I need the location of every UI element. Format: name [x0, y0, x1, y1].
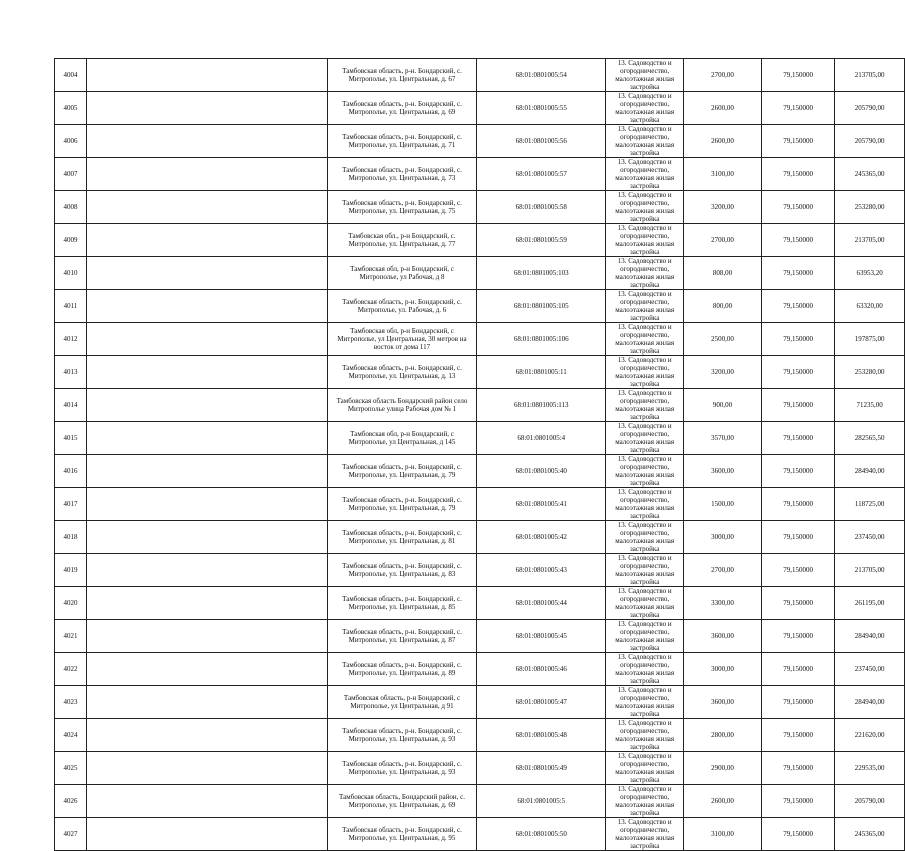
cell-address: Тамбовская область, р-н. Бондарский, с. Митрополье, ул. Центральная, д. 73	[327, 158, 476, 191]
cell-area: 3570,00	[684, 422, 762, 455]
cell-cadastral-number: 68:01:0801005:56	[477, 125, 606, 158]
cell-cadastral-number: 68:01:0801005:45	[477, 620, 606, 653]
cell-row-number: 4027	[55, 818, 87, 851]
cell-specific-value: 79,150000	[762, 455, 835, 488]
cell-area: 3200,00	[684, 191, 762, 224]
cell-specific-value: 79,150000	[762, 59, 835, 92]
table-row	[55, 125, 905, 158]
table-row	[55, 356, 905, 389]
cell-specific-value: 79,150000	[762, 125, 835, 158]
table-row	[55, 554, 905, 587]
cell-cadastral-number: 68:01:0801005:50	[477, 818, 606, 851]
cell-land-use: 13. Садоводство и огородничество, малоэтажная жилая застройка	[606, 455, 684, 488]
cell-land-use: 13. Садоводство и огородничество, малоэтажная жилая застройка	[606, 818, 684, 851]
cell-gap	[86, 521, 327, 554]
table-row	[55, 488, 905, 521]
table-row	[55, 653, 905, 686]
cell-cadastral-number: 68:01:0801005:42	[477, 521, 606, 554]
table-row	[55, 521, 905, 554]
cell-address: Тамбовская область Бондарский район село Митрополье улица Рабочая дом № 1	[327, 389, 476, 422]
cell-address: Тамбовская область, р-н. Бондарский, с. Митрополье, ул. Центральная, д. 79	[327, 488, 476, 521]
cell-gap	[86, 92, 327, 125]
cell-area: 2700,00	[684, 59, 762, 92]
cell-address: Тамбовская область, Бондарский район, с. Митрополье, ул. Центральная, д. 69	[327, 785, 476, 818]
cell-address: Тамбовская область, р-н. Бондарский, с. Митрополье, ул. Центральная, д. 13	[327, 356, 476, 389]
cell-area: 2600,00	[684, 92, 762, 125]
cell-gap	[86, 125, 327, 158]
table-row	[55, 290, 905, 323]
cell-row-number: 4006	[55, 125, 87, 158]
cell-row-number: 4015	[55, 422, 87, 455]
cell-area: 3100,00	[684, 818, 762, 851]
cell-cadastral-number: 68:01:0801005:4	[477, 422, 606, 455]
cell-cadastral-number: 68:01:0801005:54	[477, 59, 606, 92]
cell-specific-value: 79,150000	[762, 323, 835, 356]
cell-address: Тамбовская область, р-н Бондарский, с Митрополье, ул Центральная, д 91	[327, 686, 476, 719]
cell-address: Тамбовская область, р-н. Бондарский, с. Митрополье, ул. Рабочая, д. 6	[327, 290, 476, 323]
cell-address: Тамбовская область, р-н. Бондарский, с. Митрополье, ул. Центральная, д. 75	[327, 191, 476, 224]
cell-cadastral-number: 68:01:0801005:46	[477, 653, 606, 686]
cell-row-number: 4014	[55, 389, 87, 422]
cell-land-use: 13. Садоводство и огородничество, малоэтажная жилая застройка	[606, 224, 684, 257]
cell-row-number: 4022	[55, 653, 87, 686]
cell-address: Тамбовская область, р-н. Бондарский, с. Митрополье, ул. Центральная, д. 81	[327, 521, 476, 554]
table-row	[55, 323, 905, 356]
table-body	[55, 59, 905, 851]
cell-gap	[86, 818, 327, 851]
cell-specific-value: 79,150000	[762, 92, 835, 125]
cell-land-use: 13. Садоводство и огородничество, малоэтажная жилая застройка	[606, 257, 684, 290]
cell-cadastral-number: 68:01:0801005:40	[477, 455, 606, 488]
cell-land-use: 13. Садоводство и огородничество, малоэтажная жилая застройка	[606, 356, 684, 389]
cell-row-number: 4017	[55, 488, 87, 521]
table-row	[55, 455, 905, 488]
cell-row-number: 4009	[55, 224, 87, 257]
cell-cadastral-value: 284940,00	[835, 686, 905, 719]
cell-cadastral-number: 68:01:0801005:11	[477, 356, 606, 389]
cell-cadastral-value: 245365,00	[835, 818, 905, 851]
cell-area: 3000,00	[684, 653, 762, 686]
cell-gap	[86, 719, 327, 752]
cell-land-use: 13. Садоводство и огородничество, малоэтажная жилая застройка	[606, 686, 684, 719]
cell-gap	[86, 653, 327, 686]
cell-cadastral-number: 68:01:0801005:58	[477, 191, 606, 224]
cell-land-use: 13. Садоводство и огородничество, малоэтажная жилая застройка	[606, 92, 684, 125]
cell-specific-value: 79,150000	[762, 521, 835, 554]
cell-address: Тамбовская обл., р-н Бондарский, с. Митрополье, ул. Центральная, д. 77	[327, 224, 476, 257]
cell-cadastral-value: 213705,00	[835, 59, 905, 92]
cell-row-number: 4013	[55, 356, 87, 389]
cell-land-use: 13. Садоводство и огородничество, малоэтажная жилая застройка	[606, 653, 684, 686]
cell-area: 3300,00	[684, 587, 762, 620]
cell-row-number: 4016	[55, 455, 87, 488]
cell-cadastral-number: 68:01:0801005:41	[477, 488, 606, 521]
table-row	[55, 224, 905, 257]
cell-specific-value: 79,150000	[762, 818, 835, 851]
cell-cadastral-value: 205790,00	[835, 785, 905, 818]
cell-specific-value: 79,150000	[762, 422, 835, 455]
table-row	[55, 191, 905, 224]
cell-row-number: 4021	[55, 620, 87, 653]
cell-cadastral-value: 284940,00	[835, 620, 905, 653]
cell-specific-value: 79,150000	[762, 653, 835, 686]
cell-area: 3000,00	[684, 521, 762, 554]
cell-address: Тамбовская область, р-н. Бондарский, с. Митрополье, ул. Центральная, д. 87	[327, 620, 476, 653]
cell-specific-value: 79,150000	[762, 719, 835, 752]
cell-row-number: 4004	[55, 59, 87, 92]
cell-address: Тамбовская обл, р-н Бондарский, с Митрополье, ул Центральная, 30 метров на восток от дома 117	[327, 323, 476, 356]
cell-cadastral-value: 213705,00	[835, 554, 905, 587]
cell-area: 2700,00	[684, 554, 762, 587]
cell-cadastral-number: 68:01:0801005:106	[477, 323, 606, 356]
cell-land-use: 13. Садоводство и огородничество, малоэтажная жилая застройка	[606, 554, 684, 587]
cell-gap	[86, 554, 327, 587]
table-row	[55, 719, 905, 752]
cell-specific-value: 79,150000	[762, 620, 835, 653]
cell-cadastral-value: 197875,00	[835, 323, 905, 356]
cell-specific-value: 79,150000	[762, 554, 835, 587]
table-row	[55, 752, 905, 785]
cell-area: 3600,00	[684, 620, 762, 653]
table-row	[55, 620, 905, 653]
cell-row-number: 4008	[55, 191, 87, 224]
cell-land-use: 13. Садоводство и огородничество, малоэтажная жилая застройка	[606, 125, 684, 158]
cell-gap	[86, 290, 327, 323]
cell-cadastral-value: 205790,00	[835, 92, 905, 125]
cell-land-use: 13. Садоводство и огородничество, малоэтажная жилая застройка	[606, 191, 684, 224]
cell-gap	[86, 224, 327, 257]
table-row	[55, 686, 905, 719]
cell-cadastral-value: 63320,00	[835, 290, 905, 323]
cell-row-number: 4010	[55, 257, 87, 290]
cell-specific-value: 79,150000	[762, 191, 835, 224]
cell-land-use: 13. Садоводство и огородничество, малоэтажная жилая застройка	[606, 158, 684, 191]
cell-specific-value: 79,150000	[762, 389, 835, 422]
cell-cadastral-value: 118725,00	[835, 488, 905, 521]
cell-cadastral-number: 68:01:0801005:113	[477, 389, 606, 422]
cell-specific-value: 79,150000	[762, 752, 835, 785]
table-row	[55, 818, 905, 851]
cell-land-use: 13. Садоводство и огородничество, малоэтажная жилая застройка	[606, 719, 684, 752]
cell-area: 3600,00	[684, 686, 762, 719]
cell-address: Тамбовская область, р-н. Бондарский, с. Митрополье, ул. Центральная, д. 93	[327, 719, 476, 752]
cell-gap	[86, 389, 327, 422]
cell-row-number: 4007	[55, 158, 87, 191]
cell-gap	[86, 191, 327, 224]
cell-area: 2600,00	[684, 785, 762, 818]
cell-address: Тамбовская область, р-н. Бондарский, с. Митрополье, ул. Центральная, д. 67	[327, 59, 476, 92]
cell-row-number: 4019	[55, 554, 87, 587]
table-row	[55, 587, 905, 620]
cell-cadastral-value: 237450,00	[835, 653, 905, 686]
cell-cadastral-number: 68:01:0801005:5	[477, 785, 606, 818]
table-row	[55, 785, 905, 818]
cell-gap	[86, 620, 327, 653]
cell-gap	[86, 323, 327, 356]
cell-gap	[86, 356, 327, 389]
cell-land-use: 13. Садоводство и огородничество, малоэтажная жилая застройка	[606, 323, 684, 356]
cell-land-use: 13. Садоводство и огородничество, малоэтажная жилая застройка	[606, 422, 684, 455]
cell-gap	[86, 488, 327, 521]
cell-cadastral-number: 68:01:0801005:57	[477, 158, 606, 191]
cell-row-number: 4025	[55, 752, 87, 785]
cell-land-use: 13. Садоводство и огородничество, малоэтажная жилая застройка	[606, 290, 684, 323]
cell-address: Тамбовская область, р-н. Бондарский, с. Митрополье, ул. Центральная, д. 83	[327, 554, 476, 587]
cell-land-use: 13. Садоводство и огородничество, малоэтажная жилая застройка	[606, 488, 684, 521]
cell-row-number: 4005	[55, 92, 87, 125]
cell-cadastral-number: 68:01:0801005:49	[477, 752, 606, 785]
table-row	[55, 158, 905, 191]
cell-specific-value: 79,150000	[762, 488, 835, 521]
cell-specific-value: 79,150000	[762, 257, 835, 290]
cell-area: 2800,00	[684, 719, 762, 752]
cell-cadastral-number: 68:01:0801005:43	[477, 554, 606, 587]
cell-cadastral-number: 68:01:0801005:44	[477, 587, 606, 620]
table-row	[55, 422, 905, 455]
cell-area: 2600,00	[684, 125, 762, 158]
cell-gap	[86, 59, 327, 92]
cell-area: 3100,00	[684, 158, 762, 191]
cell-land-use: 13. Садоводство и огородничество, малоэтажная жилая застройка	[606, 59, 684, 92]
cell-cadastral-value: 213705,00	[835, 224, 905, 257]
cell-cadastral-value: 71235,00	[835, 389, 905, 422]
cell-land-use: 13. Садоводство и огородничество, малоэтажная жилая застройка	[606, 785, 684, 818]
cell-address: Тамбовская область, р-н. Бондарский, с. Митрополье, ул. Центральная, д. 85	[327, 587, 476, 620]
table-row	[55, 389, 905, 422]
cell-gap	[86, 158, 327, 191]
cell-cadastral-value: 63953,20	[835, 257, 905, 290]
cell-specific-value: 79,150000	[762, 587, 835, 620]
cell-cadastral-value: 284940,00	[835, 455, 905, 488]
cell-gap	[86, 587, 327, 620]
cell-area: 2500,00	[684, 323, 762, 356]
cell-cadastral-number: 68:01:0801005:105	[477, 290, 606, 323]
cell-area: 900,00	[684, 389, 762, 422]
cell-specific-value: 79,150000	[762, 785, 835, 818]
cell-address: Тамбовская обл, р-н Бондарский, с Митрополье, ул Центральная, д 145	[327, 422, 476, 455]
cell-row-number: 4023	[55, 686, 87, 719]
cell-land-use: 13. Садоводство и огородничество, малоэтажная жилая застройка	[606, 587, 684, 620]
cell-address: Тамбовская область, р-н. Бондарский, с. Митрополье, ул. Центральная, д. 71	[327, 125, 476, 158]
cell-cadastral-number: 68:01:0801005:103	[477, 257, 606, 290]
cell-address: Тамбовская область, р-н. Бондарский, с. Митрополье, ул. Центральная, д. 69	[327, 92, 476, 125]
cell-cadastral-value: 253280,00	[835, 191, 905, 224]
cell-area: 2700,00	[684, 224, 762, 257]
cell-area: 1500,00	[684, 488, 762, 521]
cell-gap	[86, 422, 327, 455]
cell-address: Тамбовская область, р-н. Бондарский, с. Митрополье, ул. Центральная, д. 95	[327, 818, 476, 851]
cell-land-use: 13. Садоводство и огородничество, малоэтажная жилая застройка	[606, 389, 684, 422]
cell-area: 2900,00	[684, 752, 762, 785]
table-row	[55, 257, 905, 290]
cell-gap	[86, 785, 327, 818]
cell-gap	[86, 257, 327, 290]
cell-cadastral-number: 68:01:0801005:48	[477, 719, 606, 752]
cell-row-number: 4024	[55, 719, 87, 752]
cell-address: Тамбовская область, р-н. Бондарский, с. Митрополье, ул. Центральная, д. 93	[327, 752, 476, 785]
cell-cadastral-number: 68:01:0801005:59	[477, 224, 606, 257]
cell-specific-value: 79,150000	[762, 224, 835, 257]
table-row	[55, 59, 905, 92]
cell-address: Тамбовская обл, р-н Бондарский, с Митрополье, ул Рабочая, д 8	[327, 257, 476, 290]
cell-specific-value: 79,150000	[762, 290, 835, 323]
cell-row-number: 4020	[55, 587, 87, 620]
cell-cadastral-value: 261195,00	[835, 587, 905, 620]
cell-gap	[86, 455, 327, 488]
cell-area: 800,00	[684, 290, 762, 323]
cell-cadastral-value: 245365,00	[835, 158, 905, 191]
cell-row-number: 4018	[55, 521, 87, 554]
cell-area: 808,00	[684, 257, 762, 290]
cell-area: 3600,00	[684, 455, 762, 488]
cell-specific-value: 79,150000	[762, 356, 835, 389]
cell-row-number: 4011	[55, 290, 87, 323]
cell-cadastral-number: 68:01:0801005:55	[477, 92, 606, 125]
cell-cadastral-value: 237450,00	[835, 521, 905, 554]
cell-area: 3200,00	[684, 356, 762, 389]
cell-row-number: 4012	[55, 323, 87, 356]
cell-cadastral-value: 229535,00	[835, 752, 905, 785]
cell-land-use: 13. Садоводство и огородничество, малоэтажная жилая застройка	[606, 521, 684, 554]
cell-gap	[86, 686, 327, 719]
cell-cadastral-value: 282565,50	[835, 422, 905, 455]
cell-row-number: 4026	[55, 785, 87, 818]
cell-address: Тамбовская область, р-н. Бондарский, с. Митрополье, ул. Центральная, д. 89	[327, 653, 476, 686]
cell-cadastral-value: 253280,00	[835, 356, 905, 389]
cell-cadastral-value: 205790,00	[835, 125, 905, 158]
cell-land-use: 13. Садоводство и огородничество, малоэтажная жилая застройка	[606, 752, 684, 785]
cell-cadastral-number: 68:01:0801005:47	[477, 686, 606, 719]
cell-cadastral-value: 221620,00	[835, 719, 905, 752]
cell-specific-value: 79,150000	[762, 158, 835, 191]
cell-gap	[86, 752, 327, 785]
cadastral-value-table	[54, 58, 905, 851]
cell-specific-value: 79,150000	[762, 686, 835, 719]
table-row	[55, 92, 905, 125]
cell-address: Тамбовская область, р-н. Бондарский, с. Митрополье, ул. Центральная, д. 79	[327, 455, 476, 488]
cell-land-use: 13. Садоводство и огородничество, малоэтажная жилая застройка	[606, 620, 684, 653]
